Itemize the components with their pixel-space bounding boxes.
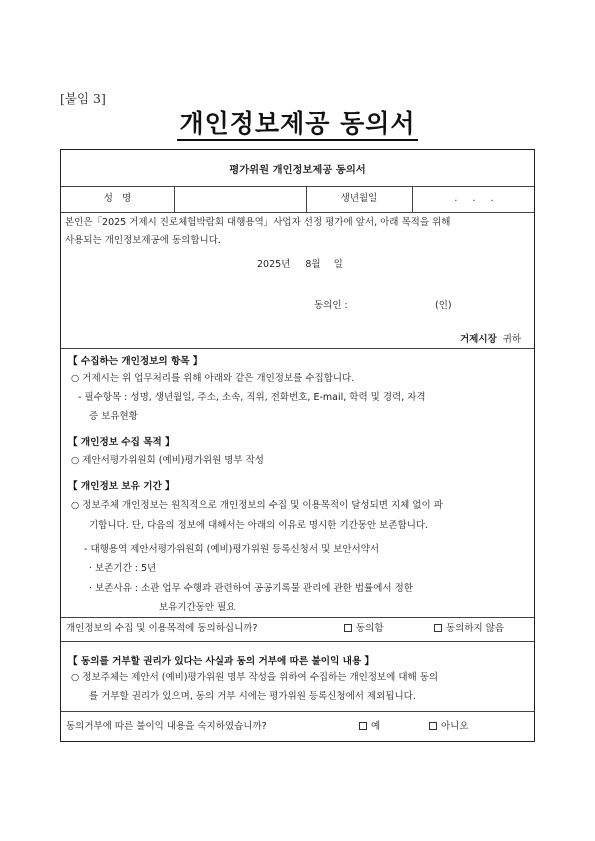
collect-items-heading: 【 수집하는 개인정보의 항목 】 xyxy=(68,356,203,367)
date-month: 8월 xyxy=(305,259,321,270)
birth-field[interactable]: . . . xyxy=(454,193,494,204)
ack-no-option[interactable] xyxy=(429,720,469,734)
retention-line3: - 대행용역 제안서평가위원회 (예비)평가위원 등록신청서 및 보안서약서 xyxy=(84,544,380,555)
ack-question: 동의거부에 따른 불이익 내용을 숙지하였습니까? xyxy=(66,721,267,732)
form-header-title: 평가위원 개인정보제공 동의서 xyxy=(229,163,366,176)
retention-line5: · 보존사유 : 소관 업무 수행과 관련하여 공공기록물 관리에 관한 법률에서 정한 xyxy=(89,583,413,594)
refusal-line1: ○ 정보주체는 제안서 (예비)평가위원 명부 작성을 위하여 수집하는 개인정보에 대해 동의 xyxy=(71,672,439,683)
consent-question: 개인정보의 수집 및 이용목적에 동의하십니까? xyxy=(66,623,258,634)
retention-line6: 보유기간동안 필요 xyxy=(159,602,236,613)
ack-no-label: 아니오 xyxy=(441,721,469,732)
collect-items-line1: ○ 거제시는 위 업무처리를 위해 아래와 같은 개인정보를 수집합니다. xyxy=(71,373,355,384)
divider xyxy=(61,641,534,642)
consent-intro-line2: 사용되는 개인정보제공에 동의합니다. xyxy=(65,235,221,246)
ack-yes-checkbox[interactable] xyxy=(359,722,367,730)
name-field[interactable] xyxy=(175,187,305,211)
document-title-text: 개인정보제공 동의서 xyxy=(177,109,417,141)
retention-line2: 기합니다. 단, 다음의 정보에 대해서는 아래의 이유로 명시한 기간동안 보존합니다. xyxy=(89,520,429,531)
recipient xyxy=(460,333,521,347)
divider xyxy=(61,348,534,349)
collect-purpose-line1: ○ 제안서평가위원회 (예비)평가위원 명부 작성 xyxy=(71,455,264,466)
divider xyxy=(61,212,534,213)
consent-intro-line1: 본인은「2025 거제시 진로체험박람회 대행용역」사업자 선정 평가에 앞서, 아래 목적을 위해 xyxy=(65,217,451,228)
attachment-label: [붙임 3] xyxy=(60,91,106,106)
disagree-label: 동의하지 않음 xyxy=(446,623,505,634)
birth-label: 생년월일 xyxy=(340,193,378,204)
collect-purpose-heading: 【 개인정보 수집 목적 】 xyxy=(68,437,175,448)
date-year: 2025년 xyxy=(257,259,291,270)
consent-agree-option[interactable] xyxy=(344,622,384,636)
retention-heading: 【 개인정보 보유 기간 】 xyxy=(68,481,175,492)
collect-items-line3: 증 보유현황 xyxy=(89,411,138,422)
refusal-heading: 【 동의를 거부할 권리가 있다는 사실과 동의 거부에 따른 불이익 내용 】 xyxy=(68,656,375,667)
consent-disagree-option[interactable] xyxy=(434,622,504,636)
document-title xyxy=(0,104,595,140)
signer-label: 동의인 : xyxy=(314,300,348,311)
retention-line4: · 보존기간 : 5년 xyxy=(89,563,157,574)
recipient-org: 거제시장 xyxy=(460,334,497,345)
agree-label: 동의함 xyxy=(356,623,384,634)
collect-items-line2: - 필수항목 : 성명, 생년월일, 주소, 소속, 직위, 전화번호, E-mail, 학력 및 경력, 자격 xyxy=(78,392,426,403)
consent-form xyxy=(60,149,535,742)
form-header xyxy=(61,150,534,186)
consent-date xyxy=(257,258,343,272)
seal-label: (인) xyxy=(435,300,452,311)
ack-no-checkbox[interactable] xyxy=(429,722,437,730)
refusal-line2: 를 거부할 권리가 있으며, 동의 거부 시에는 평가위원 등록신청에서 제외됩니다. xyxy=(89,691,416,702)
divider xyxy=(61,617,534,618)
agree-checkbox[interactable] xyxy=(344,624,352,632)
ack-yes-option[interactable] xyxy=(359,720,380,734)
date-day: 일 xyxy=(333,259,343,270)
name-label: 성 명 xyxy=(103,193,132,204)
retention-line1: ○ 정보주체 개인정보는 원칙적으로 개인정보의 수집 및 이용목적이 달성되면 지체 없이 파 xyxy=(71,500,443,511)
divider xyxy=(61,711,534,712)
recipient-suffix: 귀하 xyxy=(502,334,522,345)
disagree-checkbox[interactable] xyxy=(434,624,442,632)
ack-yes-label: 예 xyxy=(371,721,381,732)
